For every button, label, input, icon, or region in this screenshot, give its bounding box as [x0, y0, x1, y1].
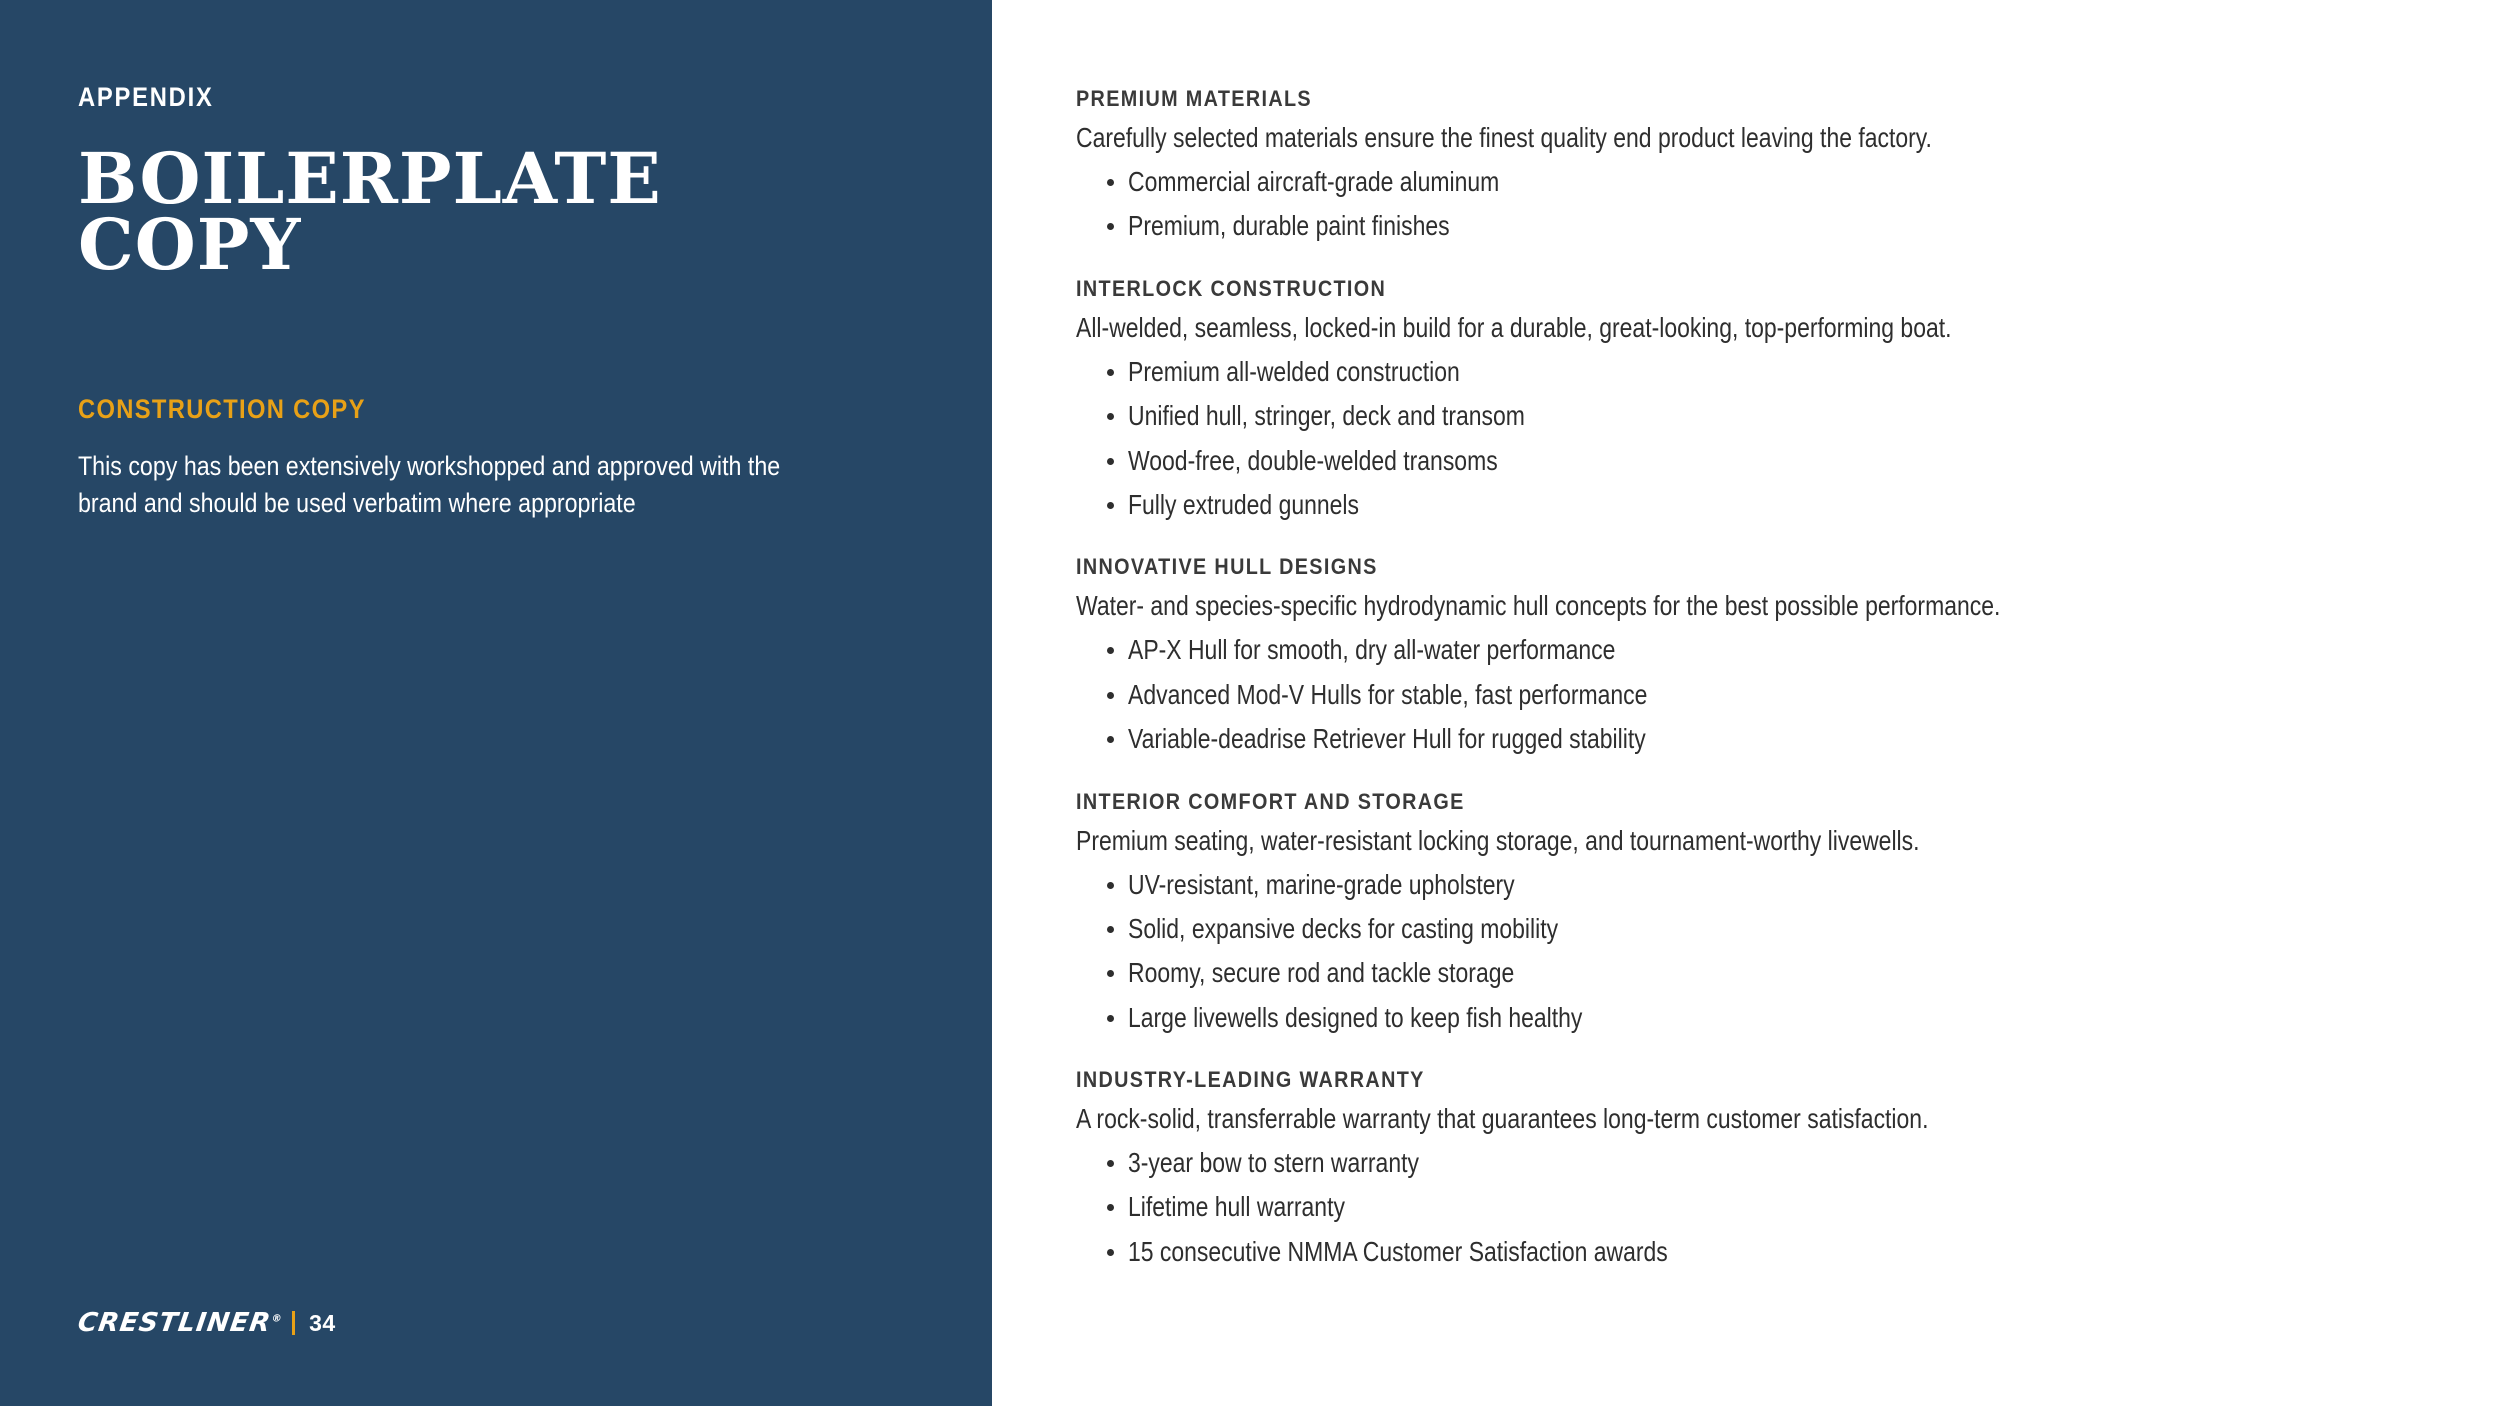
bullet-text: Unified hull, stringer, deck and transom [1128, 400, 1525, 432]
bullet-dot-icon [1107, 882, 1114, 889]
bullet-text: Advanced Mod-V Hulls for stable, fast performance [1128, 678, 1648, 710]
bullet-item [1076, 483, 2436, 527]
bullet-text: 15 consecutive NMMA Customer Satisfaction awards [1128, 1235, 1668, 1267]
bullet-list [1076, 863, 2436, 1041]
bullet-item [1076, 673, 2436, 717]
footer [75, 1308, 336, 1338]
feature-interlock-construction [1076, 270, 2436, 528]
bullet-text: Commercial aircraft-grade aluminum [1128, 166, 1500, 197]
logo-text: CRESTLINER [75, 1308, 273, 1338]
features-column [1076, 80, 2436, 1295]
bullet-item [1076, 394, 2436, 438]
bullet-item [1076, 717, 2436, 761]
bullet-text: Wood-free, double-welded transoms [1128, 444, 1498, 476]
feature-title: PREMIUM MATERIALS [1076, 86, 1312, 111]
bullet-dot-icon [1107, 413, 1114, 420]
feature-intro: Carefully selected materials ensure the finest quality end product leaving the factory. [1076, 122, 1932, 153]
section-description: This copy has been extensively workshopped and approved with the brand and should be used verbatim where appropriate [78, 451, 781, 518]
feature-title: INNOVATIVE HULL DESIGNS [1076, 554, 1378, 580]
bullet-item [1076, 439, 2436, 483]
bullet-dot-icon [1107, 1249, 1114, 1256]
bullet-item [1076, 907, 2436, 951]
bullet-text: Premium all-welded construction [1128, 355, 1460, 387]
page-title: BOILERPLATE COPY [78, 137, 662, 286]
section-label: CONSTRUCTION COPY [78, 394, 366, 424]
bullet-list [1076, 1141, 2436, 1274]
bullet-text: Lifetime hull warranty [1128, 1191, 1345, 1223]
bullet-list [1076, 628, 2436, 761]
feature-intro: All-welded, seamless, locked-in build for a durable, great-looking, top-performing boat. [1076, 311, 1952, 343]
bullet-item [1076, 1230, 2436, 1274]
feature-innovative-hull-designs [1076, 548, 2436, 761]
feature-title: INTERLOCK CONSTRUCTION [1076, 275, 1387, 301]
logo-registered-mark: ® [270, 1313, 284, 1325]
bullet-dot-icon [1107, 926, 1114, 933]
bullet-item [1076, 863, 2436, 907]
bullet-item [1076, 628, 2436, 672]
left-panel [0, 0, 992, 1406]
feature-intro: A rock-solid, transferrable warranty that guarantees long-term customer satisfaction. [1076, 1103, 1929, 1135]
feature-premium-materials [1076, 80, 2436, 249]
bullet-dot-icon [1107, 692, 1114, 699]
bullet-dot-icon [1107, 458, 1114, 465]
bullet-dot-icon [1107, 502, 1114, 509]
bullet-item [1076, 350, 2436, 394]
bullet-item [1076, 1141, 2436, 1185]
bullet-dot-icon [1107, 970, 1114, 977]
bullet-dot-icon [1107, 736, 1114, 743]
bullet-item [1076, 204, 2436, 248]
bullet-text: Premium, durable paint finishes [1128, 210, 1450, 242]
feature-intro: Premium seating, water-resistant locking storage, and tournament-worthy livewells. [1076, 824, 1920, 856]
bullet-item [1076, 160, 2436, 204]
bullet-text: Large livewells designed to keep fish healthy [1128, 1001, 1583, 1033]
bullet-dot-icon [1107, 1015, 1114, 1022]
bullet-text: Solid, expansive decks for casting mobility [1128, 912, 1559, 944]
footer-divider [292, 1311, 295, 1335]
bullet-item [1076, 996, 2436, 1040]
feature-intro: Water- and species-specific hydrodynamic hull concepts for the best possible performance. [1076, 590, 2001, 622]
bullet-item [1076, 1185, 2436, 1229]
bullet-dot-icon [1107, 1160, 1114, 1167]
bullet-item [1076, 951, 2436, 995]
feature-interior-comfort-storage [1076, 783, 2436, 1041]
bullet-text: 3-year bow to stern warranty [1128, 1147, 1419, 1179]
bullet-list [1076, 350, 2436, 528]
bullet-text: Fully extruded gunnels [1128, 488, 1360, 520]
page-number: 34 [309, 1309, 336, 1336]
bullet-dot-icon [1107, 223, 1114, 230]
feature-industry-leading-warranty [1076, 1061, 2436, 1274]
bullet-dot-icon [1107, 369, 1114, 376]
bullet-dot-icon [1107, 1204, 1114, 1211]
feature-title: INTERIOR COMFORT AND STORAGE [1076, 788, 1465, 814]
bullet-text: UV-resistant, marine-grade upholstery [1128, 868, 1515, 900]
bullet-dot-icon [1107, 179, 1114, 186]
crestliner-logo [76, 1308, 284, 1338]
bullet-list [1076, 160, 2436, 249]
eyebrow-label: APPENDIX [78, 82, 214, 112]
bullet-dot-icon [1107, 647, 1114, 654]
bullet-text: Variable-deadrise Retriever Hull for rugged stability [1128, 723, 1646, 755]
feature-title: INDUSTRY-LEADING WARRANTY [1076, 1067, 1425, 1093]
bullet-text: Roomy, secure rod and tackle storage [1128, 957, 1515, 989]
bullet-text: AP-X Hull for smooth, dry all-water performance [1128, 634, 1616, 666]
